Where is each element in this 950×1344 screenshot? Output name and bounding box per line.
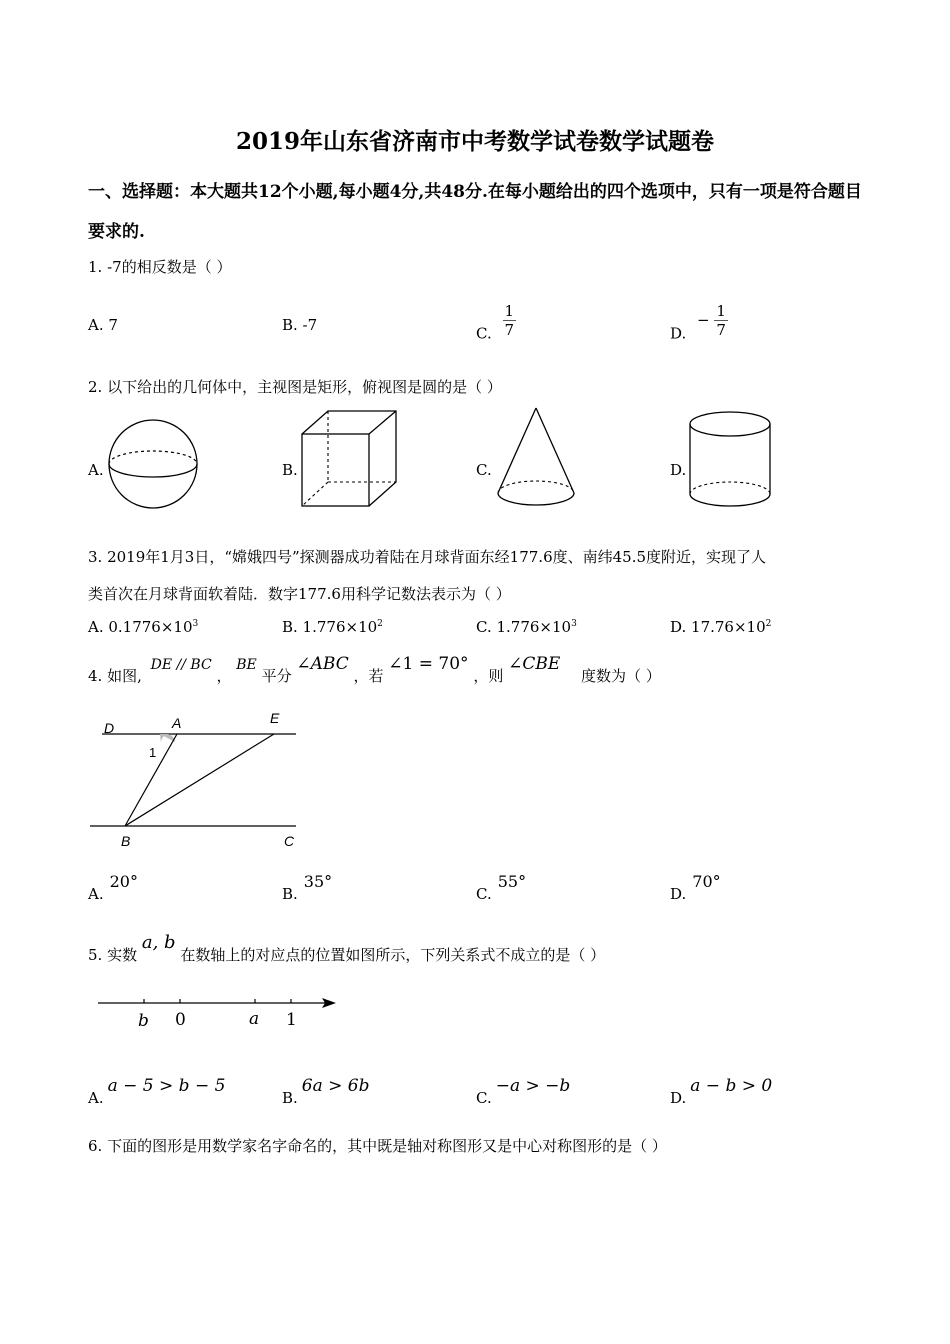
q1-option-a: A. 7 bbox=[88, 316, 118, 334]
q4-option-d bbox=[670, 872, 721, 903]
q2-option-c: C. bbox=[476, 461, 492, 479]
axis-label-b: b bbox=[138, 1011, 149, 1031]
q4-option-b-value: 35° bbox=[303, 872, 333, 891]
q1-option-d bbox=[670, 302, 728, 353]
q3-option-c-text: C. 1.776×10 bbox=[476, 618, 572, 636]
q1-option-d-label: D. bbox=[670, 324, 687, 343]
point-label-e: E bbox=[270, 710, 280, 726]
fraction-denominator: 7 bbox=[716, 321, 726, 339]
axis-label-a: a bbox=[249, 1009, 260, 1029]
q4-prefix: 4. 如图, bbox=[88, 667, 142, 685]
fraction-denominator: 7 bbox=[504, 321, 515, 339]
question-4-stem bbox=[88, 654, 661, 686]
cylinder-figure bbox=[686, 408, 774, 514]
q4-math-abc: ∠ABC bbox=[296, 654, 349, 674]
q5-option-b-label: B. bbox=[282, 1089, 298, 1107]
q4-math-be: BE bbox=[236, 657, 257, 673]
q3-option-d-text: D. 17.76×10 bbox=[670, 618, 766, 636]
q1-option-c-fraction bbox=[503, 302, 517, 339]
q4-option-b bbox=[282, 872, 333, 903]
q2-option-a: A. bbox=[88, 461, 104, 479]
q1-option-c-label: C. bbox=[476, 324, 492, 343]
q5-option-b bbox=[282, 1076, 370, 1108]
question-6-stem: 6. 下面的图形是用数学家名字命名的，其中既是轴对称图形又是中心对称图形的是（ ） bbox=[88, 1137, 667, 1155]
question-1-stem: 1. -7的相反数是（ ） bbox=[88, 258, 232, 276]
fraction-numerator: 1 bbox=[716, 302, 726, 320]
q4-text-then: ，则 bbox=[473, 667, 504, 685]
question-2-stem: 2. 以下给出的几何体中，主视图是矩形，俯视图是圆的是（ ） bbox=[88, 378, 502, 396]
q4-math-angle1: ∠1 = 70° bbox=[388, 654, 469, 674]
q4-option-c-value: 55° bbox=[497, 872, 527, 891]
q4-option-a bbox=[88, 872, 138, 903]
point-label-c: C bbox=[284, 833, 295, 849]
q3-option-c bbox=[476, 618, 577, 636]
q4-geometry-figure bbox=[88, 706, 303, 854]
q5-option-c-label: C. bbox=[476, 1089, 492, 1107]
q4-option-a-value: 20° bbox=[109, 872, 138, 891]
question-3-line1: 3. 2019年1月3日，“嫦娥四号”探测器成功着陆在月球背面东经177.6度、南纬45.5度附近，实现了人 bbox=[88, 548, 767, 566]
question-3-line2: 类首次在月球背面软着陆．数字177.6用科学记数法表示为（ ） bbox=[88, 585, 511, 603]
cone-figure bbox=[494, 405, 578, 513]
q3-option-a-exponent: 3 bbox=[192, 619, 199, 629]
q3-option-c-exponent: 3 bbox=[571, 619, 577, 629]
q5-math-ab: a, b bbox=[141, 932, 176, 953]
cube-figure bbox=[298, 407, 402, 511]
q3-option-a-text: A. 0.1776×10 bbox=[88, 618, 193, 636]
q5-option-c bbox=[476, 1076, 571, 1108]
point-label-d: D bbox=[104, 720, 115, 736]
angle-label-1: 1 bbox=[149, 745, 157, 760]
q4-comma: ， bbox=[216, 667, 232, 685]
q4-option-d-label: D. bbox=[670, 885, 687, 903]
q4-option-a-label: A. bbox=[88, 885, 104, 903]
question-5-stem bbox=[88, 932, 606, 965]
q3-option-b-text: B. 1.776×10 bbox=[282, 618, 378, 636]
fraction-numerator: 1 bbox=[504, 302, 515, 320]
q3-option-b-exponent: 2 bbox=[377, 619, 383, 629]
q3-option-a bbox=[88, 618, 198, 636]
q5-prefix: 5. 实数 bbox=[88, 946, 138, 964]
q5-option-a-label: A. bbox=[88, 1089, 104, 1107]
q5-option-a bbox=[88, 1076, 226, 1108]
q5-option-d-value: a − b > 0 bbox=[690, 1076, 773, 1096]
number-line-figure bbox=[96, 990, 346, 1034]
point-label-a: A bbox=[172, 715, 182, 731]
q1-option-d-fraction bbox=[714, 302, 728, 339]
q4-option-b-label: B. bbox=[282, 885, 298, 903]
q5-option-d-label: D. bbox=[670, 1089, 687, 1107]
section-heading: 一、选择题：本大题共12个小题,每小题4分,共48分.在每小题给出的四个选项中，只有一项是符合题目要求的. bbox=[88, 182, 862, 242]
q4-option-c bbox=[476, 872, 527, 903]
q5-option-d bbox=[670, 1076, 773, 1108]
axis-label-one: 1 bbox=[286, 1010, 297, 1030]
q5-option-c-value: −a > −b bbox=[495, 1076, 571, 1096]
q3-option-b bbox=[282, 618, 383, 636]
q3-option-d bbox=[670, 618, 771, 636]
q2-option-d: D. bbox=[670, 461, 687, 479]
q4-option-c-label: C. bbox=[476, 885, 492, 903]
q4-text-degree: 度数为（ ） bbox=[581, 667, 661, 685]
q1-option-c bbox=[476, 302, 516, 353]
axis-label-zero: 0 bbox=[175, 1010, 186, 1030]
q5-option-b-value: 6a > 6b bbox=[301, 1076, 370, 1096]
q4-text-bisect: 平分 bbox=[261, 667, 292, 685]
q4-text-if: ，若 bbox=[353, 667, 384, 685]
q5-text-rest: 在数轴上的对应点的位置如图所示，下列关系式不成立的是（ ） bbox=[180, 946, 606, 964]
q3-option-d-exponent: 2 bbox=[765, 619, 772, 629]
point-label-b: B bbox=[121, 833, 131, 849]
q4-option-d-value: 70° bbox=[692, 872, 721, 891]
q5-option-a-value: a − 5 > b − 5 bbox=[107, 1076, 226, 1096]
q1-option-b: B. -7 bbox=[282, 316, 318, 334]
page-title: 2019年山东省济南市中考数学试卷数学试题卷 bbox=[235, 128, 714, 155]
q1-option-d-sign: − bbox=[697, 310, 710, 329]
q4-math-cbe: ∠CBE bbox=[508, 654, 561, 674]
sphere-figure bbox=[104, 416, 204, 512]
q2-option-b: B. bbox=[282, 461, 298, 479]
q4-math-parallel: DE // BC bbox=[150, 657, 212, 673]
